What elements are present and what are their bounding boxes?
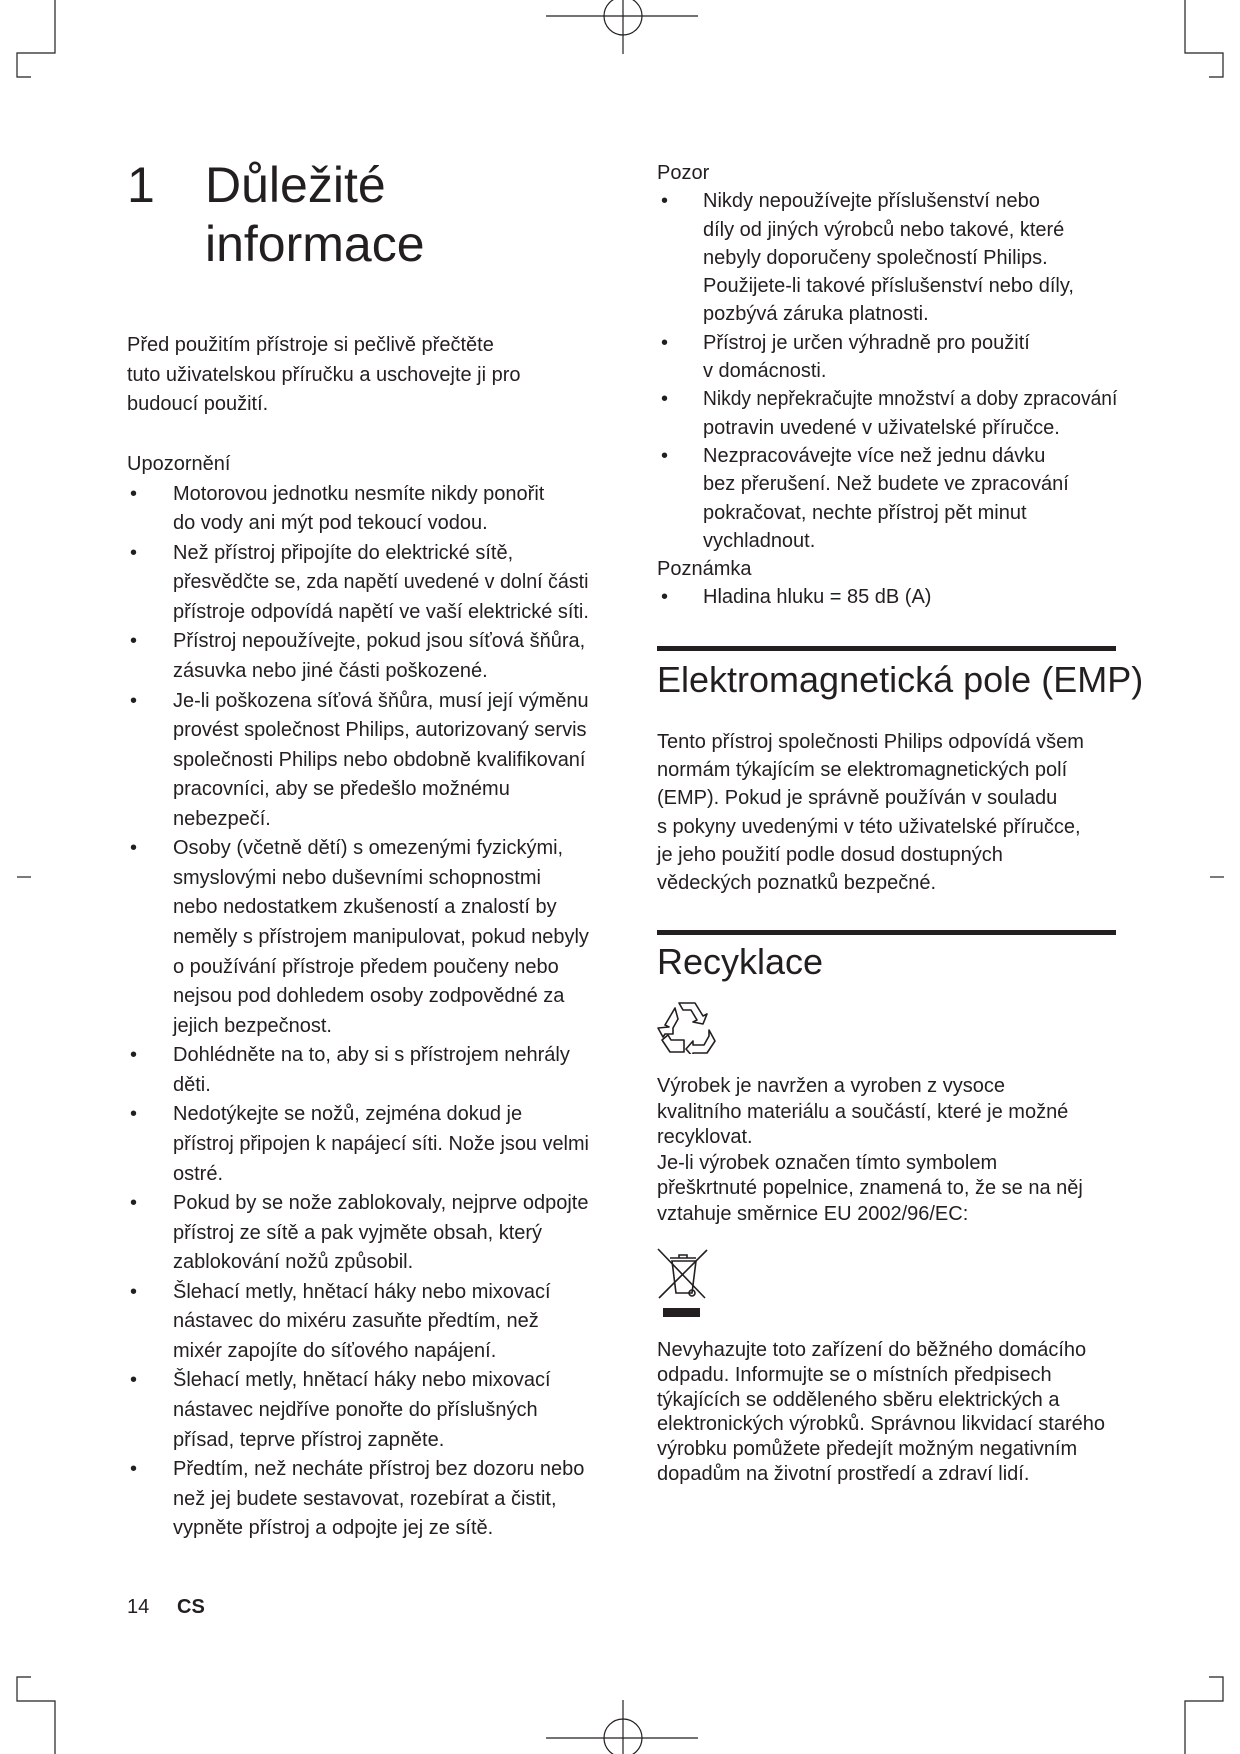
text-line: Osoby (včetně dětí) s omezenými fyzickými, [173, 837, 564, 860]
bullet-icon: • [130, 1458, 138, 1481]
text-line: kvalitního materiálu a součástí, které je možné [657, 1100, 1069, 1123]
text-line: děti. [173, 1073, 211, 1096]
list-item-text [173, 687, 589, 835]
recycling-title: Recyklace [657, 941, 824, 982]
recycle-icon [657, 1000, 717, 1054]
text-line: provést společnost Philips, autorizovaný servis [173, 719, 587, 742]
text-line: díly od jiných výrobců nebo takové, které [703, 218, 1065, 241]
bullet-icon: • [130, 1044, 138, 1067]
text-line: Motorovou jednotku nesmíte nikdy ponořit [173, 482, 545, 505]
intro-paragraph [127, 331, 589, 420]
text-line: smyslovými nebo duševními schopnostmi [173, 866, 541, 889]
list-item-text [703, 385, 1117, 442]
list-item [127, 539, 589, 628]
text-line: odpadu. Informujte se o místních předpisech [657, 1363, 1052, 1386]
list-item [127, 1455, 589, 1544]
chapter-title-line-1: Důležité [205, 157, 386, 213]
text-line: pracovníci, aby se předešlo možnému [173, 778, 510, 801]
list-item-text [173, 1278, 589, 1367]
text-line: přesvědčte se, zda napětí uvedené v dolní části [173, 571, 589, 594]
text-line: nebyly doporučeny společností Philips. [703, 246, 1048, 269]
text-line: než jej budete sestavovat, rozebírat a čistit, [173, 1487, 557, 1510]
text-line: vychladnout. [703, 529, 816, 552]
text-line: zablokování nožů způsobil. [173, 1251, 414, 1274]
text-line: ostré. [173, 1162, 224, 1185]
text-line: Šlehací metly, hnětací háky nebo mixovací [173, 1369, 551, 1392]
bullet-icon: • [661, 444, 669, 467]
text-line: přístroj připojen k napájecí síti. Nože jsou velmi [173, 1132, 589, 1155]
text-line: Šlehací metly, hnětací háky nebo mixovací [173, 1280, 551, 1303]
list-item-text [173, 1366, 589, 1455]
list-item [127, 1100, 589, 1189]
text-line: vypněte přístroj a odpojte jej ze sítě. [173, 1517, 494, 1540]
text-line: dopadům na životní prostředí a zdraví lidí. [657, 1462, 1030, 1485]
list-item-text [173, 480, 589, 539]
list-item-text [173, 1189, 589, 1278]
text-line: nejsou pod dohledem osoby zodpovědné za [173, 985, 565, 1008]
caution-section [657, 159, 1117, 612]
bullet-icon: • [130, 1369, 138, 1392]
bullet-icon: • [130, 482, 138, 505]
registration-mark-bottom [546, 1700, 698, 1754]
text-line: Před použitím přístroje si pečlivě přečtěte [127, 334, 494, 356]
bullet-icon: • [130, 541, 138, 564]
list-item-text [173, 1041, 589, 1100]
list-item [657, 442, 1117, 555]
text-line: nebo nedostatkem zkušeností a znalostí by [173, 896, 557, 919]
crop-mark-bottom-left [17, 1677, 55, 1754]
warning-title: Upozornění [127, 453, 231, 475]
text-line: Použijete-li takové příslušenství nebo díly, [703, 275, 1074, 298]
text-line: společnosti Philips nebo obdobně kvalifikovaní [173, 748, 586, 771]
text-line: přístroje odpovídá napětí ve vaší elektrické síti. [173, 600, 589, 623]
text-line: Přístroj nepoužívejte, pokud jsou síťová šňůra, [173, 630, 586, 653]
bullet-icon: • [130, 689, 138, 712]
text-line: nástavec nejdříve ponořte do příslušných [173, 1399, 538, 1421]
text-line: Je-li výrobek označen tímto symbolem [657, 1151, 998, 1174]
text-line: nástavec do mixéru zasuňte předtím, než [173, 1310, 539, 1333]
text-line: Přístroj je určen výhradně pro použití [703, 331, 1030, 354]
text-line: tuto uživatelskou příručku a uschovejte ji pro [127, 363, 521, 386]
bullet-icon: • [661, 388, 669, 411]
text-line: přeškrtnuté popelnice, znamená to, že se na něj [657, 1177, 1083, 1200]
note-title: Poznámka [657, 558, 752, 581]
note-list [657, 583, 1117, 611]
bullet-icon: • [130, 1103, 138, 1126]
list-item-text [703, 583, 1117, 611]
text-line: přísad, teprve přístroj zapněte. [173, 1428, 445, 1451]
bullet-icon: • [661, 331, 669, 354]
text-line: Předtím, než necháte přístroj bez dozoru nebo [173, 1458, 585, 1481]
crossed-bin-icon [657, 1248, 711, 1320]
text-line: Výrobek je navržen a vyroben z vysoce [657, 1075, 1005, 1097]
crop-mark-top-left [17, 0, 55, 77]
text-line: přístroj ze sítě a pak vyjměte obsah, který [173, 1221, 543, 1244]
text-line: Nikdy nepřekračujte množství a doby zpracování [703, 388, 1118, 411]
text-line: Hladina hluku = 85 dB (A) [703, 586, 932, 609]
recycling-paragraph [657, 1074, 1117, 1228]
registration-mark-top [546, 0, 698, 54]
list-item-text [173, 627, 589, 686]
list-item-text [173, 539, 589, 628]
section-divider [657, 646, 1116, 651]
warning-list [127, 480, 589, 1544]
list-item-text [173, 834, 589, 1041]
bullet-icon: • [661, 190, 669, 213]
text-line: výrobku pomůžete předejít možným negativním [657, 1438, 1078, 1461]
list-item [127, 1366, 589, 1455]
text-line: vztahuje směrnice EU 2002/96/EC: [657, 1202, 969, 1225]
text-line: v domácnosti. [703, 360, 827, 383]
bullet-icon: • [130, 837, 138, 860]
list-item [657, 187, 1117, 328]
list-item-text [703, 442, 1117, 555]
text-line: zásuvka nebo jiné části poškozené. [173, 659, 488, 682]
list-item [127, 687, 589, 835]
text-line: pokračovat, nechte přístroj pět minut [703, 501, 1027, 524]
list-item [127, 1189, 589, 1278]
list-item [657, 329, 1117, 386]
bullet-icon: • [130, 630, 138, 653]
warning-section [127, 450, 589, 1544]
list-item [127, 480, 589, 539]
text-line: Nevyhazujte toto zařízení do běžného domácího [657, 1339, 1087, 1361]
text-line: Pokud by se nože zablokovaly, nejprve odpojte [173, 1192, 589, 1215]
list-item [127, 1041, 589, 1100]
list-item [127, 1278, 589, 1367]
text-line: s pokyny uvedenými v této uživatelské příručce, [657, 815, 1081, 838]
text-line: Dohlédněte na to, aby si s přístrojem nehrály [173, 1044, 570, 1067]
text-line: budoucí použití. [127, 393, 269, 416]
emp-title: Elektromagnetická pole (EMP) [657, 659, 1144, 700]
bullet-icon: • [661, 586, 669, 609]
list-item-text [703, 329, 1117, 386]
caution-title: Pozor [657, 162, 710, 184]
language-code: CS [177, 1596, 205, 1618]
text-line: bez přerušení. Než budete ve zpracování [703, 473, 1069, 496]
chapter-title-line-2: informace [205, 216, 425, 272]
list-item [127, 627, 589, 686]
list-item-text [173, 1100, 589, 1189]
page-number: 14 [127, 1596, 150, 1618]
list-item-text [703, 187, 1117, 328]
bullet-icon: • [130, 1280, 138, 1303]
text-line: Nezpracovávejte více než jednu dávku [703, 444, 1046, 467]
text-line: elektronických výrobků. Správnou likvidací starého [657, 1413, 1105, 1436]
section-divider [657, 930, 1116, 935]
text-line: neměly s přístrojem manipulovat, pokud nebyly [173, 926, 589, 948]
text-line: vědeckých poznatků bezpečné. [657, 872, 937, 895]
text-line: týkajících se odděleného sběru elektrických a [657, 1388, 1060, 1411]
text-line: mixér zapojíte do síťového napájení. [173, 1339, 497, 1362]
text-line: Tento přístroj společnosti Philips odpovídá všem [657, 731, 1084, 753]
text-line: normám týkajícím se elektromagnetických polí [657, 759, 1068, 782]
crop-mark-bottom-right [1185, 1677, 1223, 1754]
list-item-text [173, 1455, 589, 1544]
list-item [657, 583, 1117, 611]
list-item [657, 385, 1117, 442]
page-footer [127, 1595, 205, 1619]
crop-mark-top-right [1185, 0, 1223, 77]
text-line: (EMP). Pokud je správně používán v souladu [657, 787, 1058, 810]
text-line: Je-li poškozena síťová šňůra, musí její výměnu [173, 689, 589, 712]
chapter-heading [0, 156, 620, 286]
disposal-paragraph [657, 1338, 1117, 1487]
caution-list [657, 187, 1117, 555]
text-line: o používání přístroje předem poučeny nebo [173, 955, 559, 978]
chapter-number: 1 [127, 157, 155, 213]
bullet-icon: • [130, 1192, 138, 1215]
text-line: je jeho použití podle dosud dostupných [657, 843, 1003, 866]
text-line: Nikdy nepoužívejte příslušenství nebo [703, 190, 1040, 213]
text-line: do vody ani mýt pod tekoucí vodou. [173, 512, 488, 535]
text-line: nebezpečí. [173, 807, 271, 830]
text-line: pozbývá záruka platnosti. [703, 303, 929, 326]
text-line: potravin uvedené v uživatelské příručce. [703, 416, 1060, 439]
list-item [127, 834, 589, 1041]
text-line: jejich bezpečnost. [173, 1014, 332, 1037]
text-line: Nedotýkejte se nožů, zejména dokud je [173, 1103, 523, 1126]
text-line: Než přístroj připojíte do elektrické sítě, [173, 541, 514, 564]
text-line: recyklovat. [657, 1126, 753, 1149]
emp-paragraph [657, 728, 1117, 897]
